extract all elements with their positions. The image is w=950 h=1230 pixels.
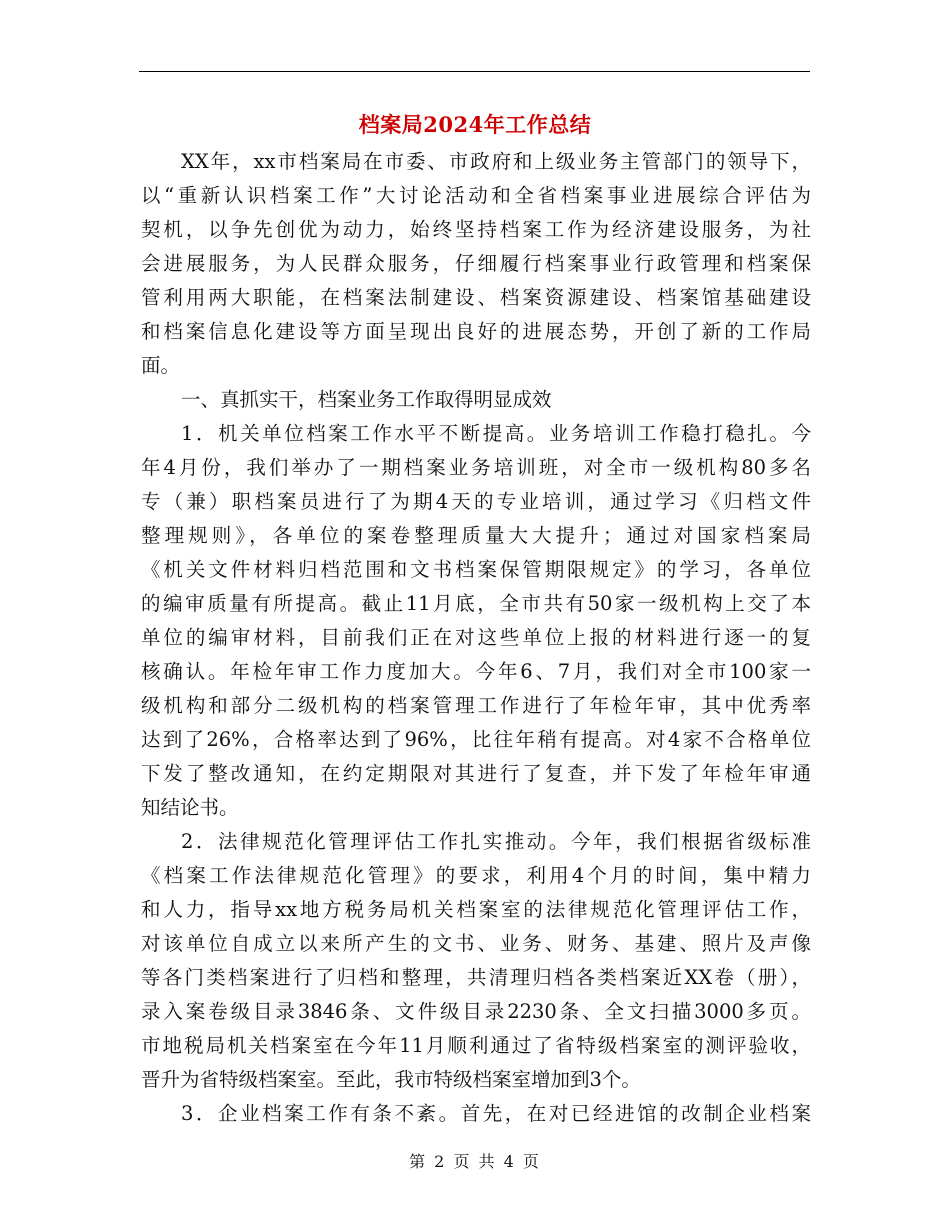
- paragraph-4-line-1: 2．法律规范化管理评估工作扎实推动。今年，我们根据省级标准: [181, 830, 811, 853]
- paragraph-1-line-7: 面。: [141, 354, 181, 377]
- section-heading-1: 一、真抓实干，档案业务工作取得明显成效: [181, 388, 552, 411]
- paragraph-1-line-5: 管利用两大职能，在档案法制建设、档案资源建设、档案馆基础建设: [141, 286, 811, 309]
- paragraph-1-line-2: 以“重新认识档案工作”大讨论活动和全省档案事业进展综合评估为: [141, 184, 811, 207]
- header-rule: [139, 71, 810, 72]
- paragraph-3-line-12: 知结论书。: [141, 796, 239, 819]
- paragraph-5-line-1: 3．企业档案工作有条不紊。首先，在对已经进馆的改制企业档案: [181, 1102, 811, 1125]
- paragraph-4-line-5: 等各门类档案进行了归档和整理，共清理归档各类档案近XX卷（册），: [141, 966, 811, 989]
- paragraph-3-line-7: 单位的编审材料，目前我们正在对这些单位上报的材料进行逐一的复: [141, 626, 811, 649]
- paragraph-3-line-4: 整理规则》，各单位的案卷整理质量大大提升；通过对国家档案局: [141, 524, 811, 547]
- document-body: [141, 145, 811, 1131]
- paragraph-1-line-1: XX年，xx市档案局在市委、市政府和上级业务主管部门的领导下，: [181, 150, 811, 173]
- paragraph-3-line-2: 年4月份，我们举办了一期档案业务培训班，对全市一级机构80多名: [141, 456, 811, 479]
- document-title: 档案局2024年工作总结: [358, 112, 592, 137]
- paragraph-4-line-3: 和人力，指导xx地方税务局机关档案室的法律规范化管理评估工作，: [141, 898, 811, 921]
- paragraph-3-line-10: 达到了26%，合格率达到了96%，比往年稍有提高。对4家不合格单位: [141, 728, 811, 751]
- paragraph-3-line-1: 1．机关单位档案工作水平不断提高。业务培训工作稳打稳扎。今: [181, 422, 811, 445]
- paragraph-3-line-3: 专（兼）职档案员进行了为期4天的专业培训，通过学习《归档文件: [141, 490, 811, 513]
- paragraph-3-line-5: 《机关文件材料归档范围和文书档案保管期限规定》的学习，各单位: [141, 558, 811, 581]
- paragraph-4-line-6: 录入案卷级目录3846条、文件级目录2230条、全文扫描3000多页。: [141, 1000, 811, 1023]
- paragraph-1-line-3: 契机，以争先创优为动力，始终坚持档案工作为经济建设服务，为社: [141, 218, 811, 241]
- paragraph-1-line-4: 会进展服务，为人民群众服务，仔细履行档案事业行政管理和档案保: [141, 252, 811, 275]
- paragraph-1-line-6: 和档案信息化建设等方面呈现出良好的进展态势，开创了新的工作局: [141, 320, 811, 343]
- paragraph-4-line-8: 晋升为省特级档案室。至此，我市特级档案室增加到3个。: [141, 1068, 641, 1091]
- paragraph-3-line-8: 核确认。年检年审工作力度加大。今年6、7月，我们对全市100家一: [141, 660, 811, 683]
- paragraph-3-line-11: 下发了整改通知，在约定期限对其进行了复查，并下发了年检年审通: [141, 762, 811, 785]
- paragraph-3-line-9: 级机构和部分二级机构的档案管理工作进行了年检年审，其中优秀率: [141, 694, 811, 717]
- paragraph-4-line-4: 对该单位自成立以来所产生的文书、业务、财务、基建、照片及声像: [141, 932, 811, 955]
- paragraph-4-line-7: 市地税局机关档案室在今年11月顺利通过了省特级档案室的测评验收，: [141, 1034, 811, 1057]
- page-number-footer: 第 2 页 共 4 页: [409, 1152, 541, 1171]
- paragraph-3-line-6: 的编审质量有所提高。截止11月底，全市共有50家一级机构上交了本: [141, 592, 811, 615]
- paragraph-4-line-2: 《档案工作法律规范化管理》的要求，利用4个月的时间，集中精力: [141, 864, 811, 887]
